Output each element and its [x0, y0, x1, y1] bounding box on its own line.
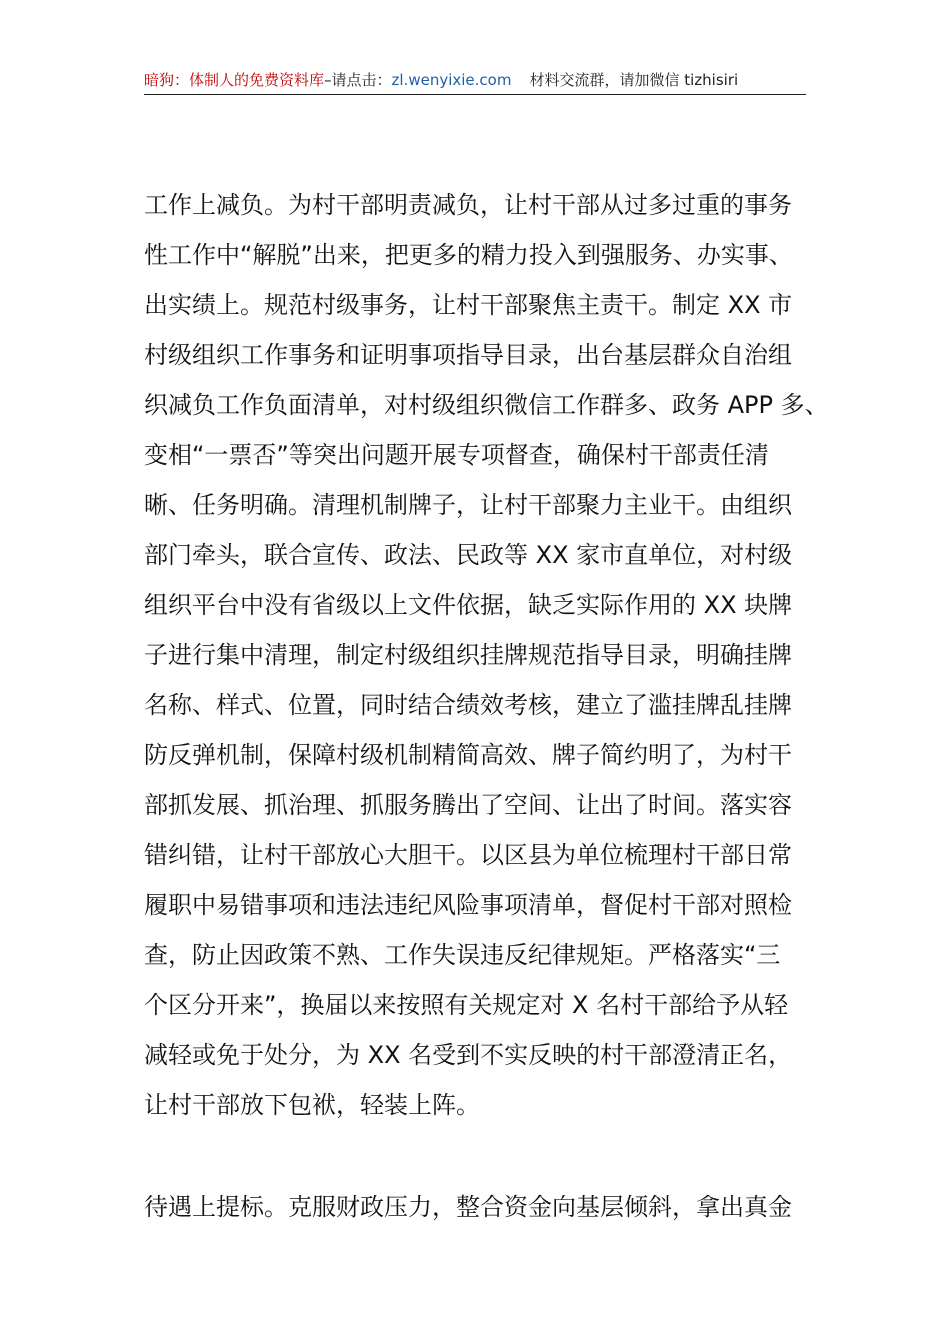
- header-group-note: 材料交流群，请加微信 tizhisiri: [529, 71, 739, 89]
- text-line: 工作上减负。为村干部明责减负，让村干部从过多过重的事务: [144, 191, 792, 219]
- text-line: 织减负工作负面清单，对村级组织微信工作群多、政务 APP 多、: [144, 391, 829, 419]
- text-line: 错纠错，让村干部放心大胆干。以区县为单位梳理村干部日常: [144, 841, 792, 869]
- document-body: [144, 180, 829, 1232]
- text-line: 个区分开来”，换届以来按照有关规定对 X 名村干部给予从轻: [144, 991, 789, 1019]
- paragraph-1: [144, 180, 829, 1130]
- text-line: 晰、任务明确。清理机制牌子，让村干部聚力主业干。由组织: [144, 491, 792, 519]
- text-line: 性工作中“解脱”出来，把更多的精力投入到强服务、办实事、: [144, 241, 793, 269]
- text-line: 让村干部放下包袱，轻装上阵。: [144, 1091, 480, 1119]
- text-line: 查，防止因政策不熟、工作失误违反纪律规矩。严格落实“三: [144, 941, 781, 969]
- text-line: 履职中易错事项和违法违纪风险事项清单，督促村干部对照检: [144, 891, 792, 919]
- paragraph-spacer: [144, 1130, 812, 1182]
- text-line: 变相“一票否”等突出问题开展专项督查，确保村干部责任清: [144, 441, 769, 469]
- header-click-prompt: –请点击：: [324, 71, 392, 89]
- text-line: 减轻或免于处分，为 XX 名受到不实反映的村干部澄清正名，: [144, 1041, 793, 1069]
- text-line: 部门牵头，联合宣传、政法、民政等 XX 家市直单位，对村级: [144, 541, 793, 569]
- text-line: 部抓发展、抓治理、抓服务腾出了空间、让出了时间。落实容: [144, 791, 792, 819]
- text-line: 名称、样式、位置，同时结合绩效考核，建立了滥挂牌乱挂牌: [144, 691, 792, 719]
- text-line: 防反弹机制，保障村级机制精简高效、牌子简约明了，为村干: [144, 741, 792, 769]
- text-line: 组织平台中没有省级以上文件依据，缺乏实际作用的 XX 块牌: [144, 591, 793, 619]
- page-header: [144, 68, 806, 95]
- text-line: 子进行集中清理，制定村级组织挂牌规范指导目录，明确挂牌: [144, 641, 792, 669]
- paragraph-2: [144, 1182, 812, 1232]
- text-line: 村级组织工作事务和证明事项指导目录，出台基层群众自治组: [144, 341, 792, 369]
- header-url-link[interactable]: zl.wenyixie.com: [391, 71, 512, 89]
- text-line: 待遇上提标。克服财政压力，整合资金向基层倾斜，拿出真金: [144, 1193, 792, 1221]
- text-line: 出实绩上。规范村级事务，让村干部聚焦主责干。制定 XX 市: [144, 291, 793, 319]
- header-brand: 暗狗：体制人的免费资料库: [144, 71, 325, 89]
